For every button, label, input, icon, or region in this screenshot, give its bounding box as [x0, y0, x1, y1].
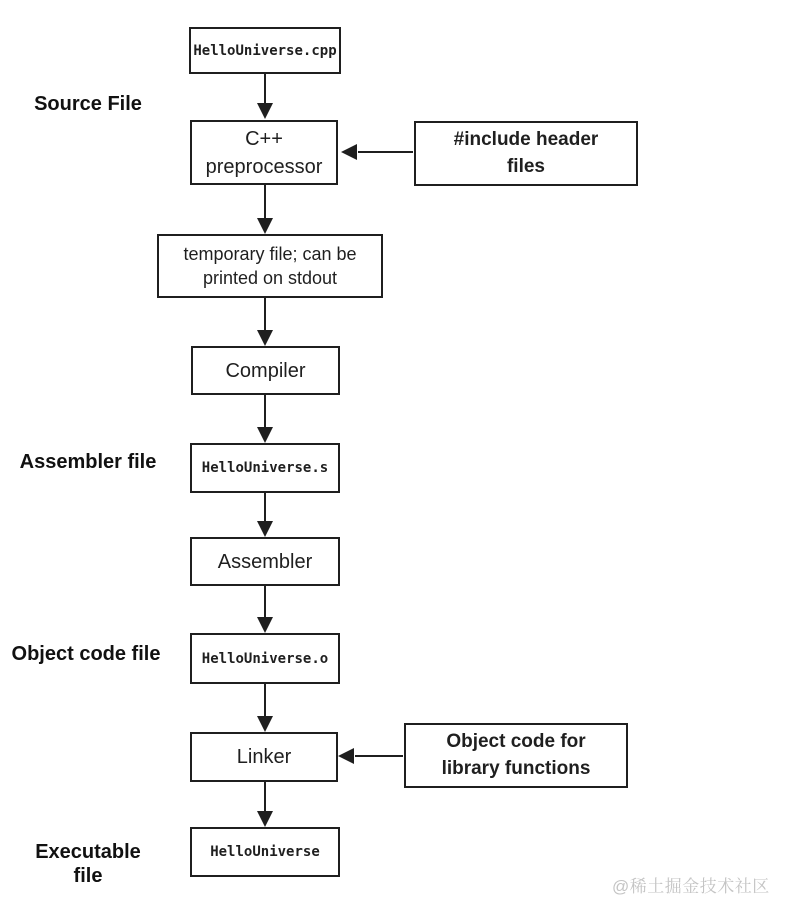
node-linker-label: Linker: [236, 746, 292, 768]
node-temp-file: [157, 234, 383, 298]
arrow-libobj-to-linker: [338, 748, 403, 764]
node-executable-label: HelloUniverse: [210, 844, 320, 860]
node-assembler: [190, 537, 340, 586]
node-library-objects-label: Object code for library functions: [441, 730, 591, 779]
node-include-headers: [414, 121, 638, 186]
stage-label-object-code-file: Object code file: [11, 643, 161, 665]
node-assembler-file-label: HelloUniverse.s: [201, 460, 329, 476]
watermark-text: @稀土掘金技术社区: [612, 877, 770, 896]
stage-label-assembler-file: Assembler file: [19, 451, 157, 473]
node-object-file: [190, 633, 340, 684]
node-object-file-label: HelloUniverse.o: [201, 650, 329, 667]
arrow-cpp-to-preprocessor: [257, 74, 273, 119]
stage-label-source-file: Source File: [34, 93, 142, 115]
arrow-compiler-to-asmfile: [257, 395, 273, 443]
node-temp-file-label: temporary file; can be printed on stdout: [183, 243, 357, 288]
arrow-asmfile-to-assembler: [257, 493, 273, 537]
arrow-preprocessor-to-tempfile: [257, 185, 273, 234]
stage-label-executable-file: Executable file: [35, 841, 141, 888]
node-compiler: [191, 346, 340, 395]
arrow-assembler-to-objfile: [257, 586, 273, 633]
node-executable: [190, 827, 340, 877]
node-assembler-label: Assembler: [217, 550, 313, 573]
node-linker: [190, 732, 338, 782]
node-preprocessor: [190, 120, 338, 185]
node-compiler-label: Compiler: [225, 359, 306, 382]
node-include-headers-label: #include header files: [453, 128, 599, 177]
arrow-objfile-to-linker: [257, 684, 273, 732]
arrow-tempfile-to-compiler: [257, 298, 273, 346]
node-library-objects: [404, 723, 628, 788]
node-source-file-label: HelloUniverse.cpp: [193, 42, 337, 59]
node-preprocessor-label: C++ preprocessor: [205, 127, 323, 178]
arrow-include-to-preprocessor: [341, 144, 413, 160]
arrow-linker-to-executable: [257, 782, 273, 827]
node-source-file: [189, 27, 341, 74]
node-assembler-file: [190, 443, 340, 493]
